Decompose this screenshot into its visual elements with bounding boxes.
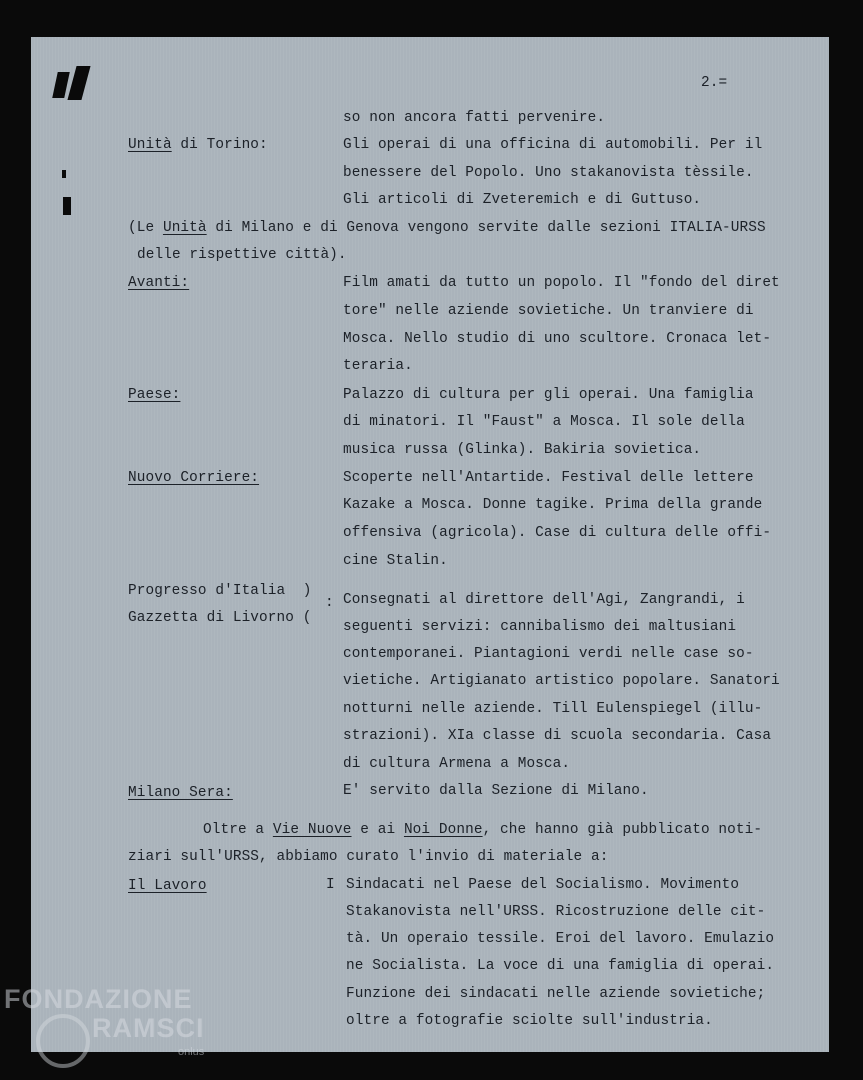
avanti-line: Mosca. Nello studio di uno scultore. Cronaca let- (343, 331, 772, 347)
nuovo-corriere-line: Kazake a Mosca. Donne tagike. Prima della grande (343, 497, 763, 513)
unita-torino-line: Gli operai di una officina di automobili. Per il (343, 137, 763, 153)
nuovo-corriere-label: Nuovo Corriere: (128, 470, 260, 486)
document-page (31, 37, 829, 1052)
progresso-label: Progresso d'Italia ) (128, 583, 312, 599)
progresso-line: Consegnati al direttore dell'Agi, Zangrandi, i (343, 592, 745, 608)
noi-donne: Noi Donne (403, 822, 483, 838)
watermark-line-1: FONDAZIONE (4, 984, 193, 1014)
progresso-line: strazioni). XIa classe di scuola secondaria. Casa (343, 728, 772, 744)
avanti-line: Film amati da tutto un popolo. Il "fondo del diret (343, 275, 780, 291)
paragraph-line-1 (203, 821, 762, 839)
paese-line: Palazzo di cultura per gli operai. Una famiglia (343, 387, 754, 403)
nuovo-corriere-line: cine Stalin. (343, 553, 448, 569)
progresso-line: seguenti servizi: cannibalismo dei maltusiani (343, 619, 737, 635)
il-lavoro-line: Stakanovista nell'URSS. Ricostruzione delle cit- (346, 904, 766, 920)
note-unita: Unità (162, 220, 207, 236)
paese-line: musica russa (Glinka). Bakiria sovietica. (343, 442, 702, 458)
avanti-label: Avanti: (128, 275, 190, 291)
vie-nuove: Vie Nuove (272, 822, 352, 838)
note-open: (Le (128, 220, 163, 236)
il-lavoro-marker: I (326, 877, 335, 893)
page-number: 2.= (701, 75, 728, 91)
watermark-line-3: onlus (178, 1046, 205, 1058)
paese-line: di minatori. Il "Faust" a Mosca. Il sole della (343, 414, 745, 430)
gazzetta-label: Gazzetta di Livorno ( (128, 610, 312, 626)
nuovo-corriere-line: offensiva (agricola). Case di cultura delle offi- (343, 525, 772, 541)
il-lavoro-line: oltre a fotografie sciolte sull'industria. (346, 1013, 713, 1029)
paragraph-line-2: ziari sull'URSS, abbiamo curato l'invio di materiale a: (128, 849, 609, 865)
il-lavoro-line: ne Socialista. La voce di una famiglia di operai. (346, 958, 775, 974)
unita-name: Unità (128, 137, 172, 153)
progresso-line: contemporanei. Piantagioni verdi nelle case so- (343, 646, 754, 662)
progresso-line: vietiche. Artigianato artistico popolare. Sanatori (343, 673, 780, 689)
unita-torino-line: benessere del Popolo. Uno stakanovista tèssile. (343, 165, 754, 181)
il-lavoro-line: tà. Un operaio tessile. Eroi del lavoro. Emulazio (346, 931, 775, 947)
continuation-line: so non ancora fatti pervenire. (343, 110, 606, 126)
note-line-1 (128, 219, 766, 237)
watermark-logo-ring (36, 1014, 90, 1068)
nuovo-corriere-line: Scoperte nell'Antartide. Festival delle lettere (343, 470, 754, 486)
note-line-2: delle rispettive città). (137, 247, 347, 263)
progresso-line: di cultura Armena a Mosca. (343, 756, 571, 772)
progresso-bracket: : (325, 595, 334, 611)
watermark-line-2: RAMSCI (92, 1013, 205, 1043)
unita-torino-label (128, 136, 268, 154)
avanti-line: tore" nelle aziende sovietiche. Un tranviere di (343, 303, 754, 319)
milano-sera-label: Milano Sera: (128, 785, 233, 801)
paragraph-text: Oltre a (203, 822, 273, 838)
avanti-line: teraria. (343, 358, 413, 374)
unita-torino-suffix: di Torino: (171, 137, 268, 153)
progresso-line: notturni nelle aziende. Till Eulenspiegel (illu- (343, 701, 763, 717)
paese-label: Paese: (128, 387, 181, 403)
paragraph-text: , che hanno già pubblicato noti- (482, 822, 763, 838)
paragraph-text: e ai (351, 822, 404, 838)
il-lavoro-line: Funzione dei sindacati nelle aziende sovietiche; (346, 986, 766, 1002)
milano-sera-text: E' servito dalla Sezione di Milano. (343, 783, 649, 799)
note-rest: di Milano e di Genova vengono servite dalle sezioni ITALIA-URSS (206, 220, 766, 236)
il-lavoro-line: Sindacati nel Paese del Socialismo. Movimento (346, 877, 740, 893)
punch-mark-mid (62, 170, 66, 178)
unita-torino-line: Gli articoli di Zveteremich e di Guttuso. (343, 192, 702, 208)
il-lavoro-label: Il Lavoro (128, 878, 207, 894)
punch-mark-low (63, 197, 71, 215)
